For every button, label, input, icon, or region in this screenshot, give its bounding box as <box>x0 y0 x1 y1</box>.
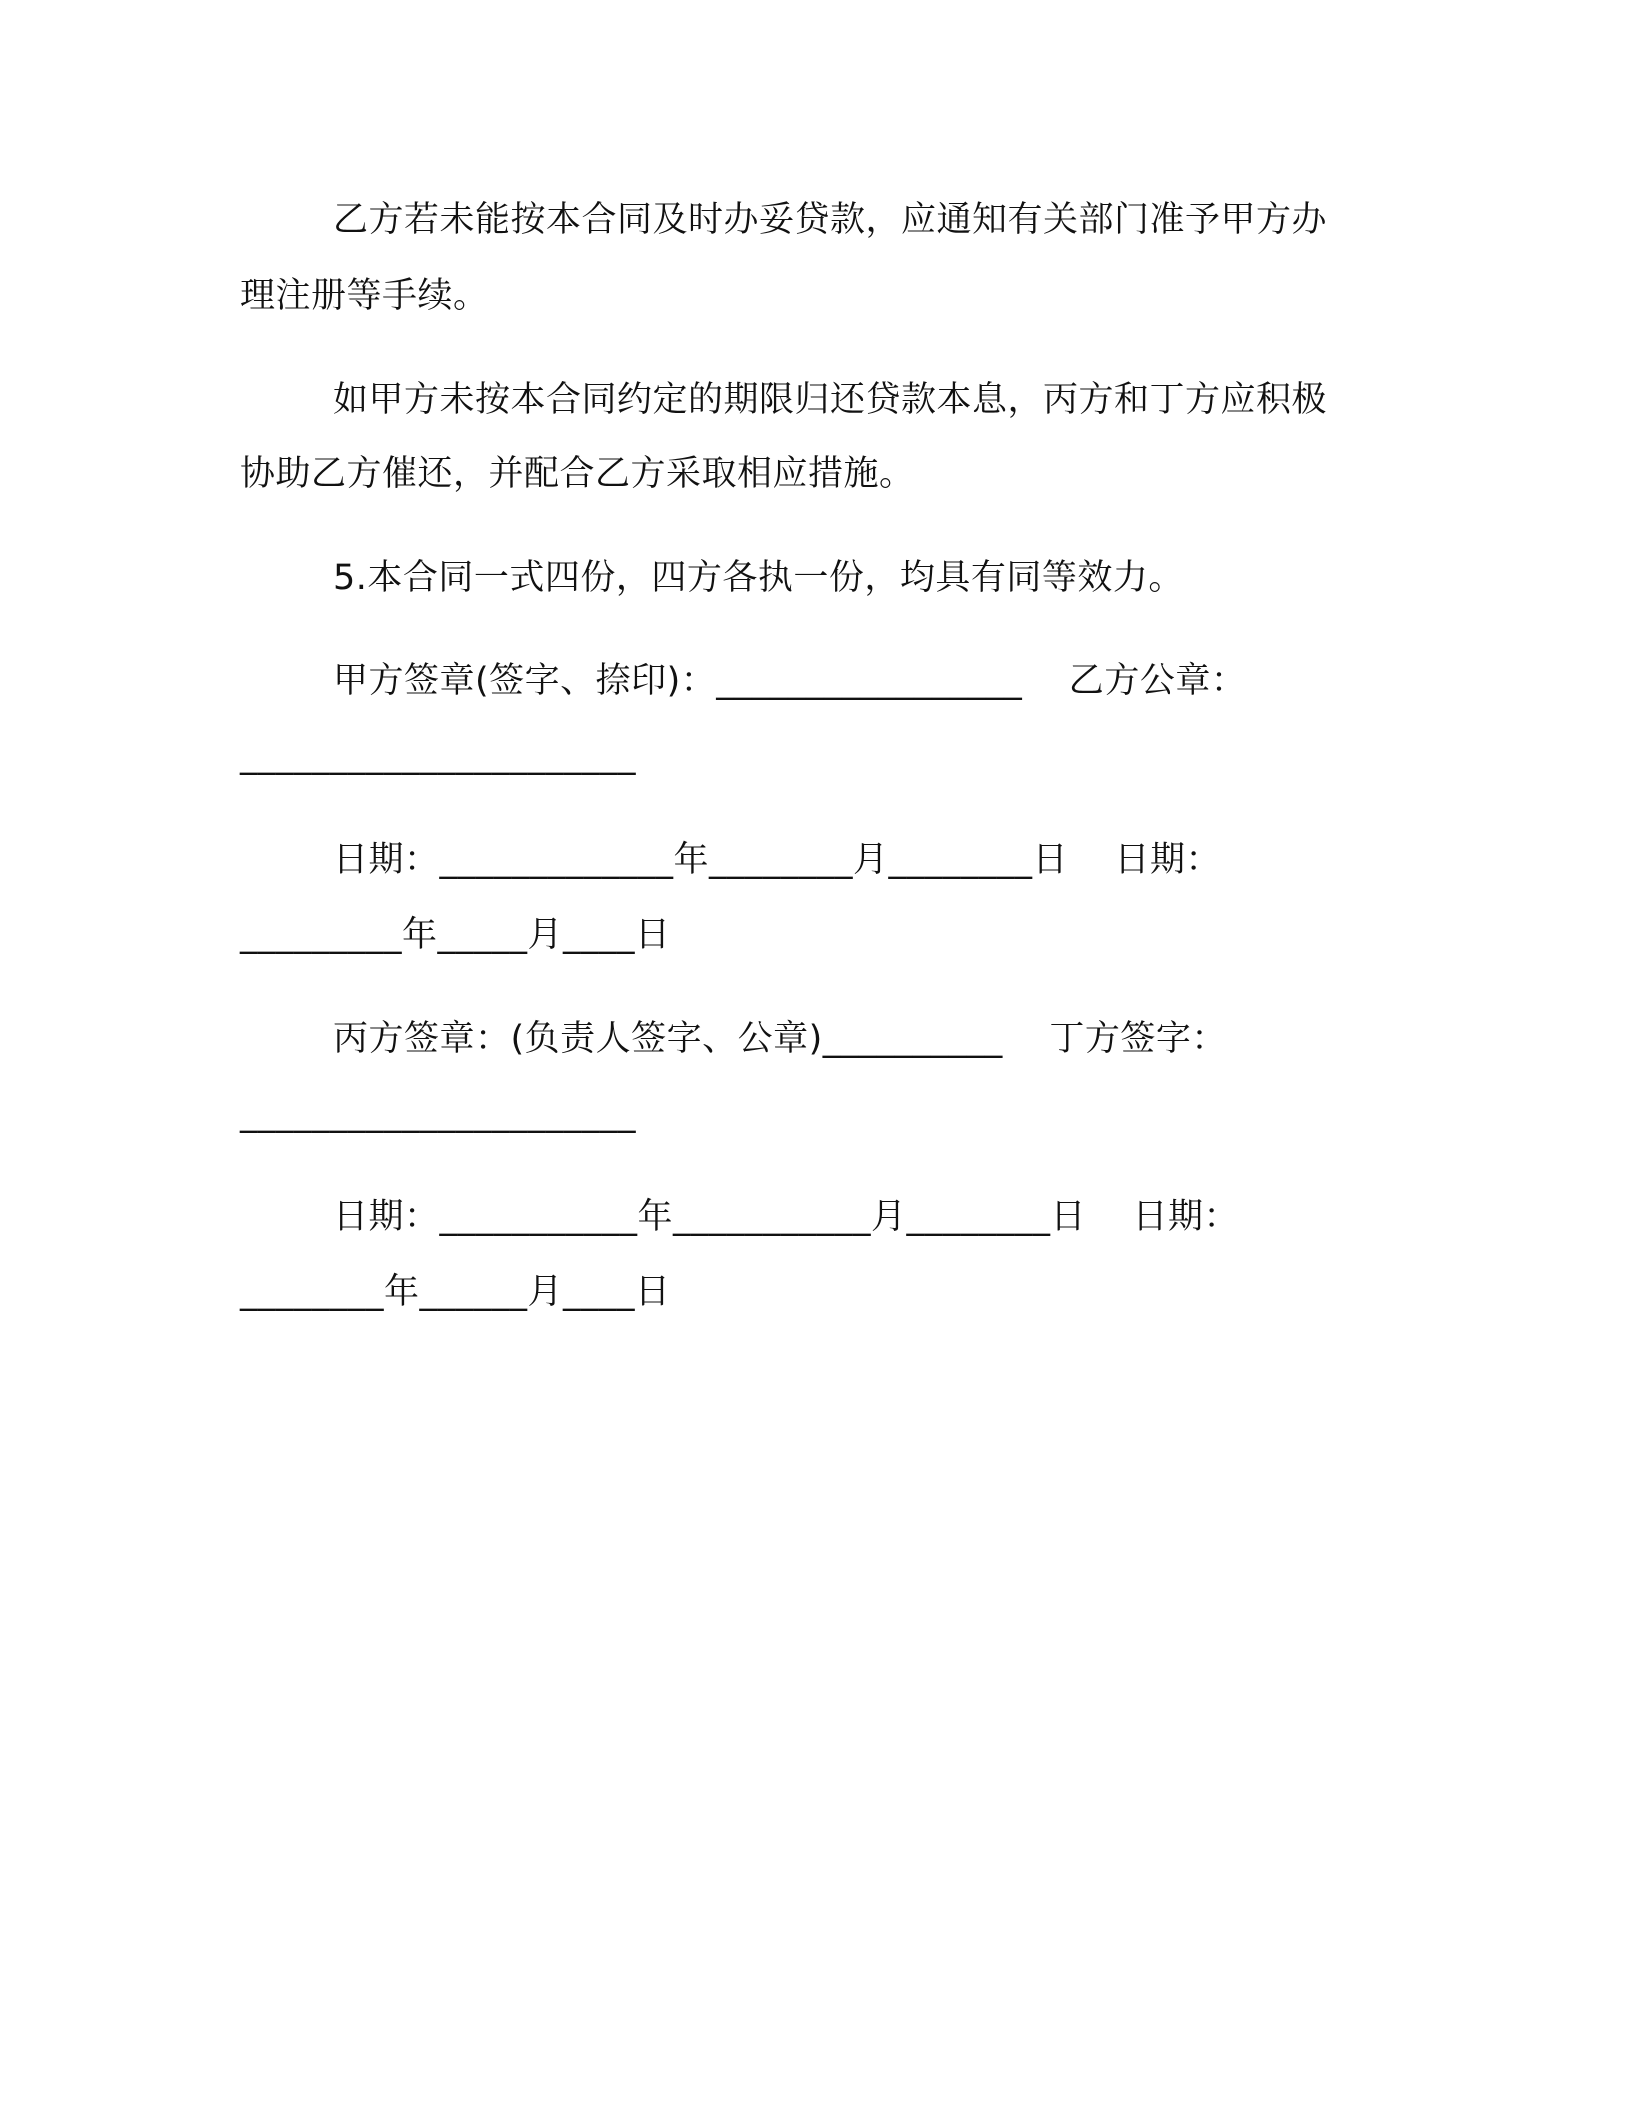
date-party-a-b-line-1: 日期：_____________年________月________日 日期： <box>333 840 1222 880</box>
paragraph-1-line-1: 乙方若未能按本合同及时办妥贷款，应通知有关部门准予甲方办 <box>333 200 1328 240</box>
paragraph-3-line-1: 5.本合同一式四份，四方各执一份，均具有同等效力。 <box>333 558 1184 598</box>
paragraph-2-line-2: 协助乙方催还，并配合乙方采取相应措施。 <box>240 454 915 494</box>
signature-party-a-b-line-1: 甲方签章(签字、捺印)：_________________ 乙方公章： <box>333 661 1247 701</box>
paragraph-1-line-2: 理注册等手续。 <box>240 276 489 316</box>
signature-party-c-d-line-2: ______________________ <box>240 1094 636 1134</box>
signature-party-c-d-line-1: 丙方签章：(负责人签字、公章)__________ 丁方签字： <box>333 1019 1227 1059</box>
date-party-c-d-line-1: 日期：___________年___________月________日 日期： <box>333 1197 1240 1237</box>
date-party-a-b-line-2: _________年_____月____日 <box>240 915 671 955</box>
signature-party-a-b-line-2: ______________________ <box>240 736 636 776</box>
paragraph-2-line-1: 如甲方未按本合同约定的期限归还贷款本息，丙方和丁方应积极 <box>333 380 1328 420</box>
date-party-c-d-line-2: ________年______月____日 <box>240 1272 671 1312</box>
